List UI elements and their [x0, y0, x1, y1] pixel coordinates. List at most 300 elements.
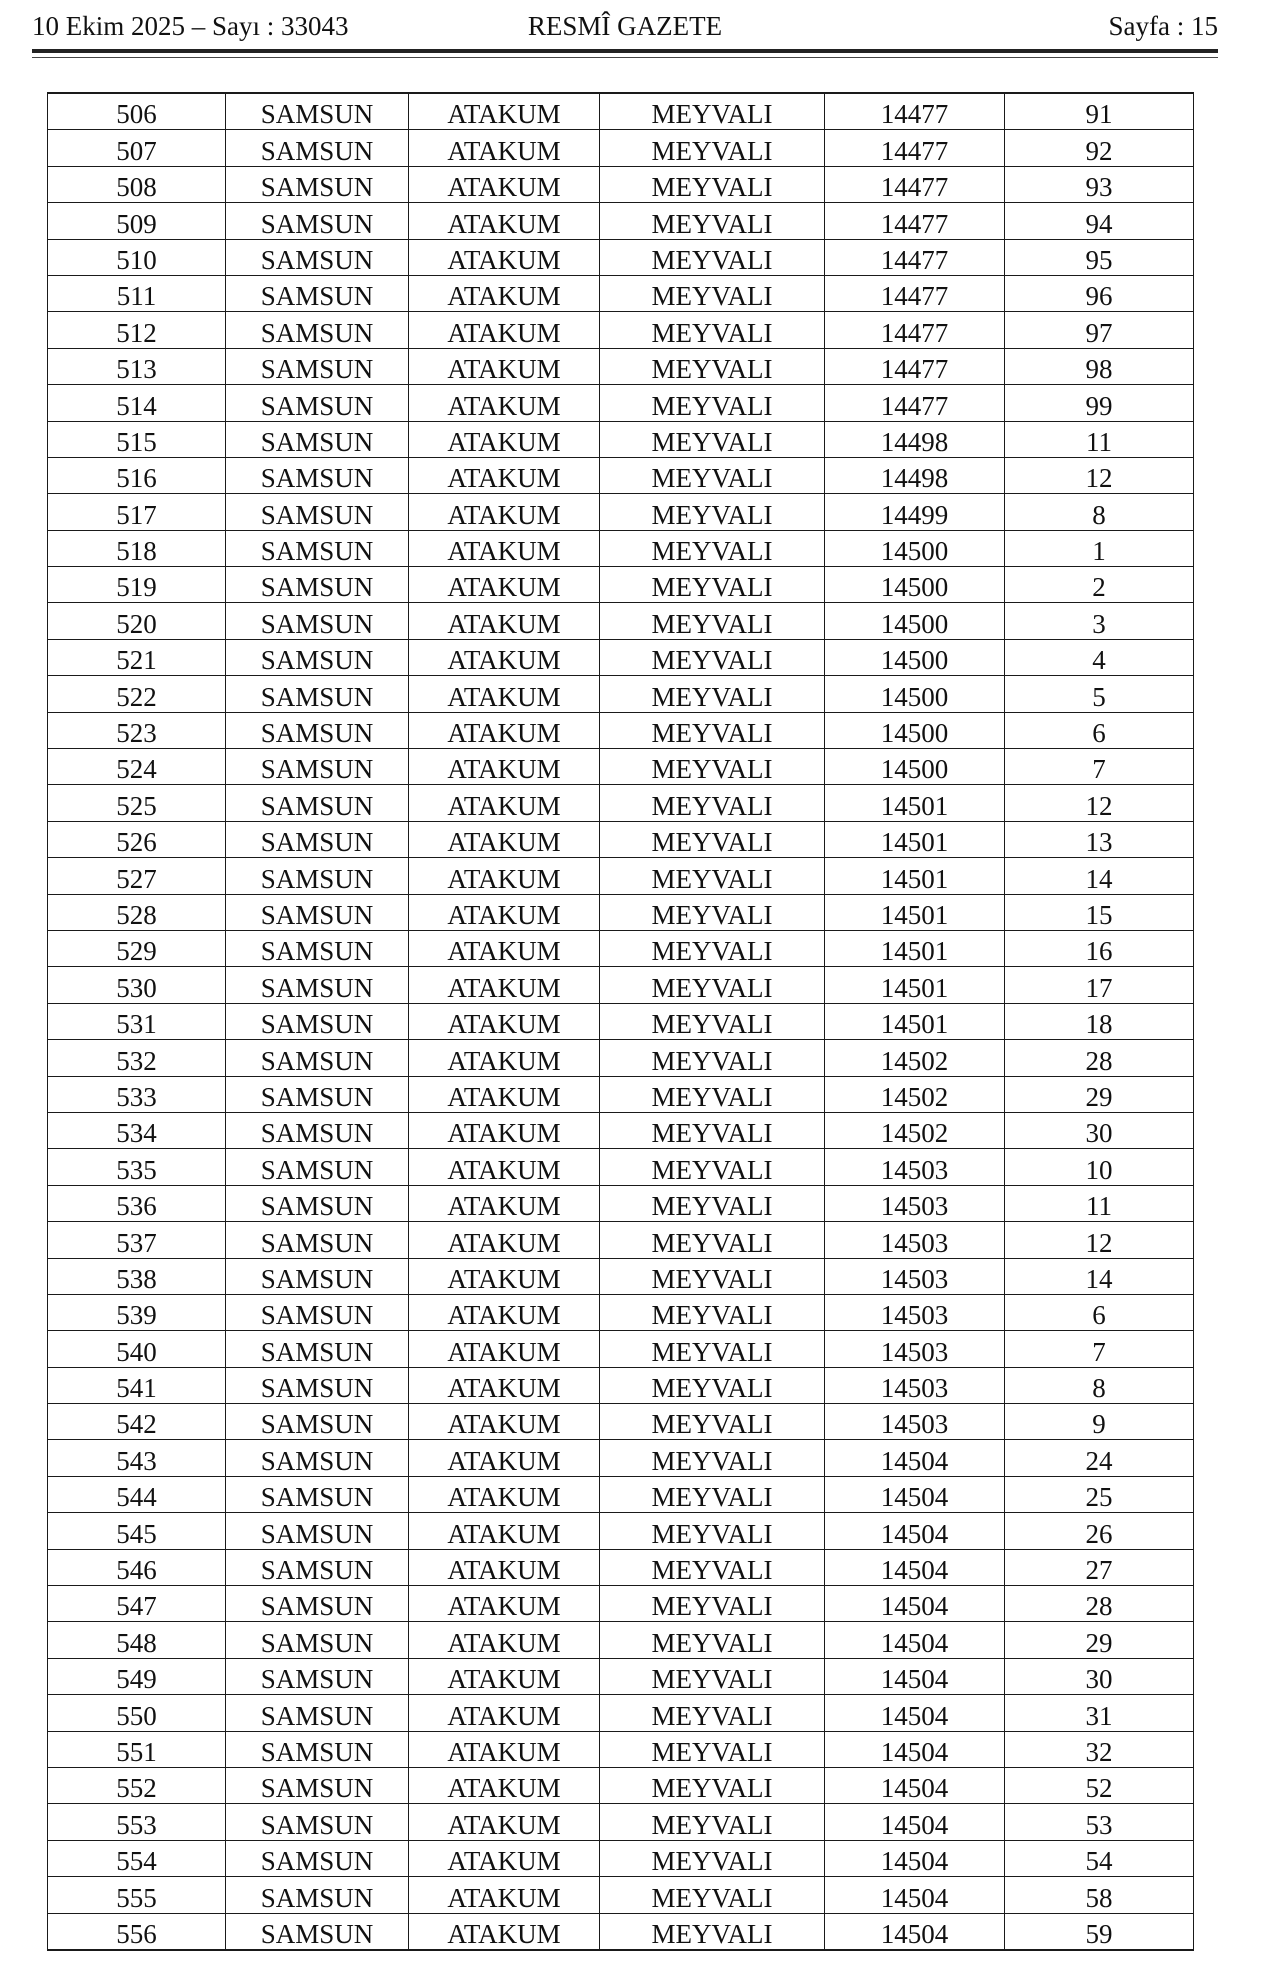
province-cell: SAMSUN	[226, 749, 409, 785]
neighborhood-cell: MEYVALI	[600, 312, 825, 348]
province-cell: SAMSUN	[226, 1222, 409, 1258]
table-row	[48, 1695, 1194, 1731]
neighborhood-cell: MEYVALI	[600, 1294, 825, 1330]
row-number-cell: 539	[48, 1294, 226, 1330]
province-cell: SAMSUN	[226, 1549, 409, 1585]
row-number-cell: 543	[48, 1440, 226, 1476]
province-cell: SAMSUN	[226, 1731, 409, 1767]
block-cell: 14500	[825, 639, 1005, 675]
province-cell: SAMSUN	[226, 1367, 409, 1403]
table-row	[48, 530, 1194, 566]
row-number-cell: 555	[48, 1877, 226, 1913]
row-number-cell: 550	[48, 1695, 226, 1731]
row-number-cell: 547	[48, 1586, 226, 1622]
issue-date-number: 10 Ekim 2025 – Sayı : 33043	[32, 11, 349, 41]
block-cell: 14504	[825, 1622, 1005, 1658]
block-cell: 14501	[825, 894, 1005, 930]
neighborhood-cell: MEYVALI	[600, 821, 825, 857]
province-cell: SAMSUN	[226, 457, 409, 493]
neighborhood-cell: MEYVALI	[600, 348, 825, 384]
neighborhood-cell: MEYVALI	[600, 1877, 825, 1913]
parcel-table-body	[48, 93, 1194, 1950]
parcel-cell: 94	[1005, 203, 1194, 239]
table-row	[48, 1877, 1194, 1913]
district-cell: ATAKUM	[409, 275, 600, 311]
parcel-cell: 97	[1005, 312, 1194, 348]
row-number-cell: 536	[48, 1185, 226, 1221]
parcel-cell: 10	[1005, 1149, 1194, 1185]
parcel-cell: 17	[1005, 967, 1194, 1003]
parcel-cell: 24	[1005, 1440, 1194, 1476]
table-row	[48, 93, 1194, 130]
neighborhood-cell: MEYVALI	[600, 1695, 825, 1731]
block-cell: 14500	[825, 567, 1005, 603]
province-cell: SAMSUN	[226, 1040, 409, 1076]
table-row	[48, 858, 1194, 894]
parcel-table-wrapper	[47, 92, 1193, 1951]
district-cell: ATAKUM	[409, 1040, 600, 1076]
block-cell: 14504	[825, 1731, 1005, 1767]
parcel-cell: 3	[1005, 603, 1194, 639]
neighborhood-cell: MEYVALI	[600, 530, 825, 566]
table-row	[48, 1003, 1194, 1039]
table-row	[48, 239, 1194, 275]
block-cell: 14504	[825, 1913, 1005, 1950]
block-cell: 14503	[825, 1331, 1005, 1367]
neighborhood-cell: MEYVALI	[600, 603, 825, 639]
table-row	[48, 130, 1194, 166]
parcel-cell: 26	[1005, 1513, 1194, 1549]
district-cell: ATAKUM	[409, 457, 600, 493]
parcel-cell: 18	[1005, 1003, 1194, 1039]
province-cell: SAMSUN	[226, 348, 409, 384]
neighborhood-cell: MEYVALI	[600, 1549, 825, 1585]
parcel-cell: 29	[1005, 1076, 1194, 1112]
row-number-cell: 521	[48, 639, 226, 675]
neighborhood-cell: MEYVALI	[600, 639, 825, 675]
block-cell: 14501	[825, 1003, 1005, 1039]
neighborhood-cell: MEYVALI	[600, 894, 825, 930]
page-header	[32, 6, 1218, 46]
district-cell: ATAKUM	[409, 130, 600, 166]
table-row	[48, 494, 1194, 530]
district-cell: ATAKUM	[409, 785, 600, 821]
block-cell: 14477	[825, 275, 1005, 311]
province-cell: SAMSUN	[226, 712, 409, 748]
block-cell: 14498	[825, 457, 1005, 493]
province-cell: SAMSUN	[226, 1076, 409, 1112]
parcel-cell: 92	[1005, 130, 1194, 166]
row-number-cell: 533	[48, 1076, 226, 1112]
block-cell: 14477	[825, 348, 1005, 384]
table-row	[48, 275, 1194, 311]
province-cell: SAMSUN	[226, 275, 409, 311]
table-row	[48, 821, 1194, 857]
parcel-cell: 12	[1005, 1222, 1194, 1258]
district-cell: ATAKUM	[409, 603, 600, 639]
block-cell: 14503	[825, 1149, 1005, 1185]
table-row	[48, 421, 1194, 457]
province-cell: SAMSUN	[226, 1658, 409, 1694]
block-cell: 14501	[825, 821, 1005, 857]
neighborhood-cell: MEYVALI	[600, 1840, 825, 1876]
table-row	[48, 457, 1194, 493]
neighborhood-cell: MEYVALI	[600, 712, 825, 748]
block-cell: 14477	[825, 385, 1005, 421]
district-cell: ATAKUM	[409, 894, 600, 930]
district-cell: ATAKUM	[409, 1440, 600, 1476]
table-row	[48, 1294, 1194, 1330]
neighborhood-cell: MEYVALI	[600, 1331, 825, 1367]
row-number-cell: 517	[48, 494, 226, 530]
province-cell: SAMSUN	[226, 894, 409, 930]
province-cell: SAMSUN	[226, 1112, 409, 1148]
district-cell: ATAKUM	[409, 749, 600, 785]
district-cell: ATAKUM	[409, 421, 600, 457]
district-cell: ATAKUM	[409, 676, 600, 712]
row-number-cell: 526	[48, 821, 226, 857]
block-cell: 14504	[825, 1513, 1005, 1549]
district-cell: ATAKUM	[409, 712, 600, 748]
parcel-cell: 30	[1005, 1658, 1194, 1694]
district-cell: ATAKUM	[409, 639, 600, 675]
district-cell: ATAKUM	[409, 385, 600, 421]
block-cell: 14503	[825, 1222, 1005, 1258]
table-row	[48, 749, 1194, 785]
parcel-cell: 6	[1005, 712, 1194, 748]
row-number-cell: 544	[48, 1476, 226, 1512]
table-row	[48, 967, 1194, 1003]
row-number-cell: 556	[48, 1913, 226, 1950]
neighborhood-cell: MEYVALI	[600, 93, 825, 130]
row-number-cell: 554	[48, 1840, 226, 1876]
parcel-cell: 8	[1005, 494, 1194, 530]
table-row	[48, 676, 1194, 712]
neighborhood-cell: MEYVALI	[600, 166, 825, 202]
block-cell: 14501	[825, 967, 1005, 1003]
row-number-cell: 506	[48, 93, 226, 130]
row-number-cell: 538	[48, 1258, 226, 1294]
neighborhood-cell: MEYVALI	[600, 1913, 825, 1950]
row-number-cell: 514	[48, 385, 226, 421]
neighborhood-cell: MEYVALI	[600, 1003, 825, 1039]
parcel-cell: 95	[1005, 239, 1194, 275]
table-row	[48, 203, 1194, 239]
neighborhood-cell: MEYVALI	[600, 421, 825, 457]
block-cell: 14504	[825, 1804, 1005, 1840]
gazette-title: RESMÎ GAZETE	[527, 11, 723, 41]
parcel-cell: 8	[1005, 1367, 1194, 1403]
neighborhood-cell: MEYVALI	[600, 1513, 825, 1549]
neighborhood-cell: MEYVALI	[600, 1622, 825, 1658]
block-cell: 14504	[825, 1840, 1005, 1876]
district-cell: ATAKUM	[409, 1913, 600, 1950]
parcel-cell: 1	[1005, 530, 1194, 566]
province-cell: SAMSUN	[226, 530, 409, 566]
table-row	[48, 1149, 1194, 1185]
table-row	[48, 1440, 1194, 1476]
table-row	[48, 1840, 1194, 1876]
row-number-cell: 527	[48, 858, 226, 894]
parcel-cell: 29	[1005, 1622, 1194, 1658]
parcel-cell: 14	[1005, 858, 1194, 894]
block-cell: 14498	[825, 421, 1005, 457]
parcel-cell: 12	[1005, 785, 1194, 821]
block-cell: 14477	[825, 130, 1005, 166]
parcel-cell: 11	[1005, 1185, 1194, 1221]
neighborhood-cell: MEYVALI	[600, 1476, 825, 1512]
block-cell: 14477	[825, 166, 1005, 202]
province-cell: SAMSUN	[226, 312, 409, 348]
table-row	[48, 1622, 1194, 1658]
neighborhood-cell: MEYVALI	[600, 1767, 825, 1803]
row-number-cell: 507	[48, 130, 226, 166]
table-row	[48, 785, 1194, 821]
district-cell: ATAKUM	[409, 494, 600, 530]
row-number-cell: 542	[48, 1404, 226, 1440]
neighborhood-cell: MEYVALI	[600, 1222, 825, 1258]
province-cell: SAMSUN	[226, 1003, 409, 1039]
table-row	[48, 385, 1194, 421]
province-cell: SAMSUN	[226, 1440, 409, 1476]
neighborhood-cell: MEYVALI	[600, 130, 825, 166]
row-number-cell: 530	[48, 967, 226, 1003]
block-cell: 14501	[825, 785, 1005, 821]
parcel-cell: 6	[1005, 1294, 1194, 1330]
parcel-cell: 53	[1005, 1804, 1194, 1840]
block-cell: 14500	[825, 749, 1005, 785]
neighborhood-cell: MEYVALI	[600, 1112, 825, 1148]
table-row	[48, 1404, 1194, 1440]
parcel-cell: 31	[1005, 1695, 1194, 1731]
block-cell: 14503	[825, 1258, 1005, 1294]
table-row	[48, 567, 1194, 603]
row-number-cell: 546	[48, 1549, 226, 1585]
parcel-cell: 11	[1005, 421, 1194, 457]
district-cell: ATAKUM	[409, 1622, 600, 1658]
table-row	[48, 1767, 1194, 1803]
province-cell: SAMSUN	[226, 1695, 409, 1731]
district-cell: ATAKUM	[409, 821, 600, 857]
district-cell: ATAKUM	[409, 1294, 600, 1330]
neighborhood-cell: MEYVALI	[600, 1367, 825, 1403]
row-number-cell: 545	[48, 1513, 226, 1549]
neighborhood-cell: MEYVALI	[600, 1149, 825, 1185]
table-row	[48, 639, 1194, 675]
province-cell: SAMSUN	[226, 1913, 409, 1950]
row-number-cell: 535	[48, 1149, 226, 1185]
row-number-cell: 529	[48, 930, 226, 966]
province-cell: SAMSUN	[226, 1294, 409, 1330]
block-cell: 14504	[825, 1440, 1005, 1476]
province-cell: SAMSUN	[226, 421, 409, 457]
table-row	[48, 312, 1194, 348]
district-cell: ATAKUM	[409, 1076, 600, 1112]
row-number-cell: 520	[48, 603, 226, 639]
row-number-cell: 537	[48, 1222, 226, 1258]
row-number-cell: 518	[48, 530, 226, 566]
province-cell: SAMSUN	[226, 1476, 409, 1512]
province-cell: SAMSUN	[226, 203, 409, 239]
parcel-cell: 54	[1005, 1840, 1194, 1876]
district-cell: ATAKUM	[409, 1476, 600, 1512]
district-cell: ATAKUM	[409, 203, 600, 239]
province-cell: SAMSUN	[226, 385, 409, 421]
province-cell: SAMSUN	[226, 967, 409, 1003]
block-cell: 14504	[825, 1695, 1005, 1731]
block-cell: 14502	[825, 1076, 1005, 1112]
row-number-cell: 511	[48, 275, 226, 311]
row-number-cell: 551	[48, 1731, 226, 1767]
table-row	[48, 1731, 1194, 1767]
page-number: Sayfa : 15	[1108, 11, 1218, 41]
neighborhood-cell: MEYVALI	[600, 858, 825, 894]
block-cell: 14477	[825, 312, 1005, 348]
neighborhood-cell: MEYVALI	[600, 275, 825, 311]
neighborhood-cell: MEYVALI	[600, 1586, 825, 1622]
parcel-cell: 7	[1005, 1331, 1194, 1367]
row-number-cell: 531	[48, 1003, 226, 1039]
parcel-table	[47, 92, 1194, 1951]
block-cell: 14477	[825, 203, 1005, 239]
province-cell: SAMSUN	[226, 1258, 409, 1294]
row-number-cell: 534	[48, 1112, 226, 1148]
table-row	[48, 1040, 1194, 1076]
province-cell: SAMSUN	[226, 1622, 409, 1658]
table-row	[48, 1222, 1194, 1258]
block-cell: 14504	[825, 1549, 1005, 1585]
parcel-cell: 98	[1005, 348, 1194, 384]
district-cell: ATAKUM	[409, 1804, 600, 1840]
neighborhood-cell: MEYVALI	[600, 239, 825, 275]
parcel-cell: 15	[1005, 894, 1194, 930]
district-cell: ATAKUM	[409, 1367, 600, 1403]
neighborhood-cell: MEYVALI	[600, 676, 825, 712]
block-cell: 14502	[825, 1040, 1005, 1076]
table-row	[48, 1185, 1194, 1221]
district-cell: ATAKUM	[409, 1258, 600, 1294]
row-number-cell: 524	[48, 749, 226, 785]
row-number-cell: 522	[48, 676, 226, 712]
district-cell: ATAKUM	[409, 1112, 600, 1148]
district-cell: ATAKUM	[409, 1549, 600, 1585]
table-row	[48, 1586, 1194, 1622]
parcel-cell: 59	[1005, 1913, 1194, 1950]
parcel-cell: 4	[1005, 639, 1194, 675]
district-cell: ATAKUM	[409, 930, 600, 966]
district-cell: ATAKUM	[409, 967, 600, 1003]
district-cell: ATAKUM	[409, 1003, 600, 1039]
district-cell: ATAKUM	[409, 1840, 600, 1876]
block-cell: 14500	[825, 712, 1005, 748]
parcel-cell: 32	[1005, 1731, 1194, 1767]
neighborhood-cell: MEYVALI	[600, 1185, 825, 1221]
table-row	[48, 1367, 1194, 1403]
province-cell: SAMSUN	[226, 639, 409, 675]
block-cell: 14499	[825, 494, 1005, 530]
neighborhood-cell: MEYVALI	[600, 967, 825, 1003]
district-cell: ATAKUM	[409, 239, 600, 275]
parcel-cell: 13	[1005, 821, 1194, 857]
table-row	[48, 1076, 1194, 1112]
parcel-cell: 99	[1005, 385, 1194, 421]
neighborhood-cell: MEYVALI	[600, 1658, 825, 1694]
neighborhood-cell: MEYVALI	[600, 203, 825, 239]
parcel-cell: 93	[1005, 166, 1194, 202]
parcel-cell: 28	[1005, 1040, 1194, 1076]
province-cell: SAMSUN	[226, 1404, 409, 1440]
district-cell: ATAKUM	[409, 1586, 600, 1622]
row-number-cell: 549	[48, 1658, 226, 1694]
province-cell: SAMSUN	[226, 1586, 409, 1622]
block-cell: 14503	[825, 1404, 1005, 1440]
neighborhood-cell: MEYVALI	[600, 1404, 825, 1440]
table-row	[48, 603, 1194, 639]
block-cell: 14503	[825, 1294, 1005, 1330]
neighborhood-cell: MEYVALI	[600, 494, 825, 530]
neighborhood-cell: MEYVALI	[600, 930, 825, 966]
province-cell: SAMSUN	[226, 93, 409, 130]
province-cell: SAMSUN	[226, 1331, 409, 1367]
row-number-cell: 512	[48, 312, 226, 348]
neighborhood-cell: MEYVALI	[600, 1731, 825, 1767]
row-number-cell: 509	[48, 203, 226, 239]
table-row	[48, 1258, 1194, 1294]
neighborhood-cell: MEYVALI	[600, 749, 825, 785]
row-number-cell: 523	[48, 712, 226, 748]
district-cell: ATAKUM	[409, 1331, 600, 1367]
district-cell: ATAKUM	[409, 1767, 600, 1803]
row-number-cell: 552	[48, 1767, 226, 1803]
table-row	[48, 166, 1194, 202]
block-cell: 14504	[825, 1658, 1005, 1694]
parcel-cell: 12	[1005, 457, 1194, 493]
neighborhood-cell: MEYVALI	[600, 785, 825, 821]
neighborhood-cell: MEYVALI	[600, 1076, 825, 1112]
neighborhood-cell: MEYVALI	[600, 385, 825, 421]
row-number-cell: 513	[48, 348, 226, 384]
row-number-cell: 508	[48, 166, 226, 202]
district-cell: ATAKUM	[409, 348, 600, 384]
table-row	[48, 1804, 1194, 1840]
district-cell: ATAKUM	[409, 530, 600, 566]
province-cell: SAMSUN	[226, 821, 409, 857]
header-rule-thick	[32, 49, 1218, 53]
table-row	[48, 712, 1194, 748]
parcel-cell: 9	[1005, 1404, 1194, 1440]
table-row	[48, 1913, 1194, 1950]
row-number-cell: 525	[48, 785, 226, 821]
parcel-cell: 2	[1005, 567, 1194, 603]
neighborhood-cell: MEYVALI	[600, 457, 825, 493]
province-cell: SAMSUN	[226, 1840, 409, 1876]
district-cell: ATAKUM	[409, 93, 600, 130]
province-cell: SAMSUN	[226, 567, 409, 603]
block-cell: 14500	[825, 603, 1005, 639]
table-row	[48, 894, 1194, 930]
province-cell: SAMSUN	[226, 930, 409, 966]
province-cell: SAMSUN	[226, 1804, 409, 1840]
table-row	[48, 348, 1194, 384]
neighborhood-cell: MEYVALI	[600, 1440, 825, 1476]
parcel-cell: 27	[1005, 1549, 1194, 1585]
parcel-cell: 28	[1005, 1586, 1194, 1622]
block-cell: 14500	[825, 676, 1005, 712]
district-cell: ATAKUM	[409, 1149, 600, 1185]
block-cell: 14500	[825, 530, 1005, 566]
district-cell: ATAKUM	[409, 166, 600, 202]
neighborhood-cell: MEYVALI	[600, 1804, 825, 1840]
